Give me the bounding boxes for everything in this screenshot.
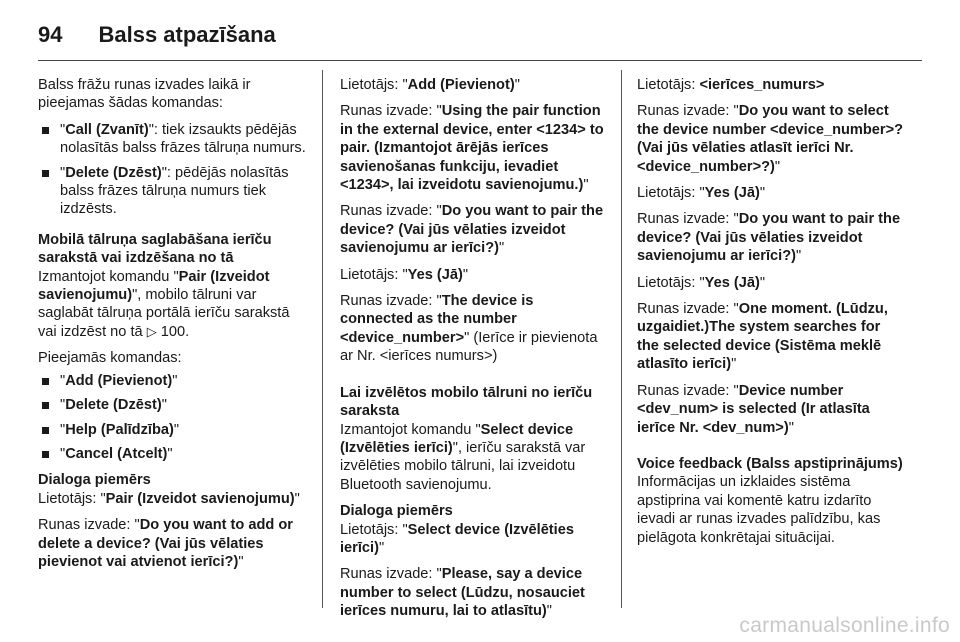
column-3	[637, 76, 905, 555]
dialog-line: Runas izvade: "Please, say a device number to select (Lūdzu, nosauciet ierīces numuru, lai to atlasītu)"	[340, 566, 585, 620]
page-header	[38, 14, 922, 56]
dialog-line: Runas izvade: "Do you want to pair the device? (Vai jūs vēlaties izveidot savienojumu ar ierīci?)"	[340, 203, 604, 257]
dialog-line: Runas izvade: "Do you want to pair the device? (Vai jūs vēlaties izveidot savienojumu ar ierīci?)"	[637, 211, 901, 265]
section-heading: Lai izvēlētos mobilo tālruni no ierīču saraksta	[340, 384, 593, 420]
dialog-line: Runas izvade: "Do you want to add or delete a device? (Vai jūs vēlaties pievienot vai atvienot ierīci?)"	[38, 517, 293, 570]
paragraph: Izmantojot komandu "Pair (Izveidot savienojumu)", mobilo tālruni var saglabāt tālruņa portālā ierīču sarakstā vai izdzēst no tā ▷ 100.	[38, 268, 290, 340]
dialog-line: Runas izvade: "Device number <dev_num> is selected (Ir atlasīta ierīce Nr. <dev_num>)"	[637, 382, 870, 436]
section-heading: Mobilā tālruņa saglabāšana ierīču sarakstā vai izdzēšana no tā	[38, 231, 272, 267]
dialog-line: Lietotājs: "Yes (Jā)"	[340, 266, 469, 283]
voice-commands-list	[38, 121, 310, 219]
dialog-line: Runas izvade: "Do you want to select the device number <device_number>? (Vai jūs vēlaties atlasīt ierīci Nr. <device_number>?)"	[637, 103, 904, 175]
list-item: "Delete (Dzēst)"	[38, 396, 310, 414]
page-number: 94	[38, 22, 63, 47]
dialog-line: Lietotājs: "Pair (Izveidot savienojumu)"	[38, 490, 300, 507]
dialog-line: Runas izvade: "The device is connected as the number <device_number>" (Ierīce ir pievienota ar Nr. <ierīces numurs>)	[340, 293, 598, 365]
dialog-line: Lietotājs: <ierīces_numurs>	[637, 77, 825, 93]
page-reference-icon: ▷	[146, 323, 157, 339]
watermark: carmanualsonline.info	[739, 614, 950, 637]
paragraph: Informācijas un izklaides sistēma apstiprina vai komentē katru izdarīto ievadi ar runas izvades palīdzību, kas pielāgota konkrētajai situācijai.	[637, 474, 881, 546]
dialog-line: Lietotājs: "Select device (Izvēlēties ierīci)"	[340, 521, 574, 556]
list-item: "Call (Zvanīt)": tiek izsaukts pēdējās nolasītās balss frāzes tālruņa numurs.	[38, 121, 310, 158]
page-reference: 100.	[160, 323, 190, 340]
dialog-line: Lietotājs: "Add (Pievienot)"	[340, 77, 520, 93]
section-heading: Voice feedback (Balss apstiprinājums)	[637, 455, 903, 472]
dialog-line: Runas izvade: "Using the pair function in the external device, enter <1234> to pair. (Izmantojot ārējās ierīces savienošanas funkciju, ievadiet <1234>, lai izveidotu savienojumu.)"	[340, 103, 604, 194]
dialog-heading: Dialoga piemērs	[38, 472, 151, 489]
list-item: "Cancel (Atcelt)"	[38, 445, 310, 463]
paragraph: Izmantojot komandu "Select device (Izvēlēties ierīci)", ierīču sarakstā var izvēlēties mobilo tālruni, lai izveidotu Bluetooth savienojumu.	[340, 421, 586, 493]
dialog-line: Lietotājs: "Yes (Jā)"	[637, 185, 766, 202]
pair-commands-list	[38, 372, 310, 464]
column-divider-1	[322, 70, 323, 608]
column-1	[38, 76, 310, 579]
page-title: Balss atpazīšana	[98, 22, 276, 47]
column-2	[340, 76, 604, 629]
available-commands-label: Pieejamās komandas:	[38, 350, 182, 367]
dialog-line: Runas izvade: "One moment. (Lūdzu, uzgaidiet.)The system searches for the selected device (Sistēma meklē atlasīto ierīci)"	[637, 301, 888, 373]
dialog-heading: Dialoga piemērs	[340, 503, 453, 520]
dialog-line: Lietotājs: "Yes (Jā)"	[637, 274, 766, 291]
list-item: "Help (Palīdzība)"	[38, 421, 310, 439]
header-divider	[38, 60, 922, 61]
list-item: "Delete (Dzēst)": pēdējās nolasītās balss frāzes tālruņa numurs tiek izdzēsts.	[38, 164, 310, 219]
intro-text: Balss frāžu runas izvades laikā ir pieejamas šādas komandas:	[38, 77, 251, 112]
column-divider-2	[621, 70, 622, 608]
list-item: "Add (Pievienot)"	[38, 372, 310, 390]
